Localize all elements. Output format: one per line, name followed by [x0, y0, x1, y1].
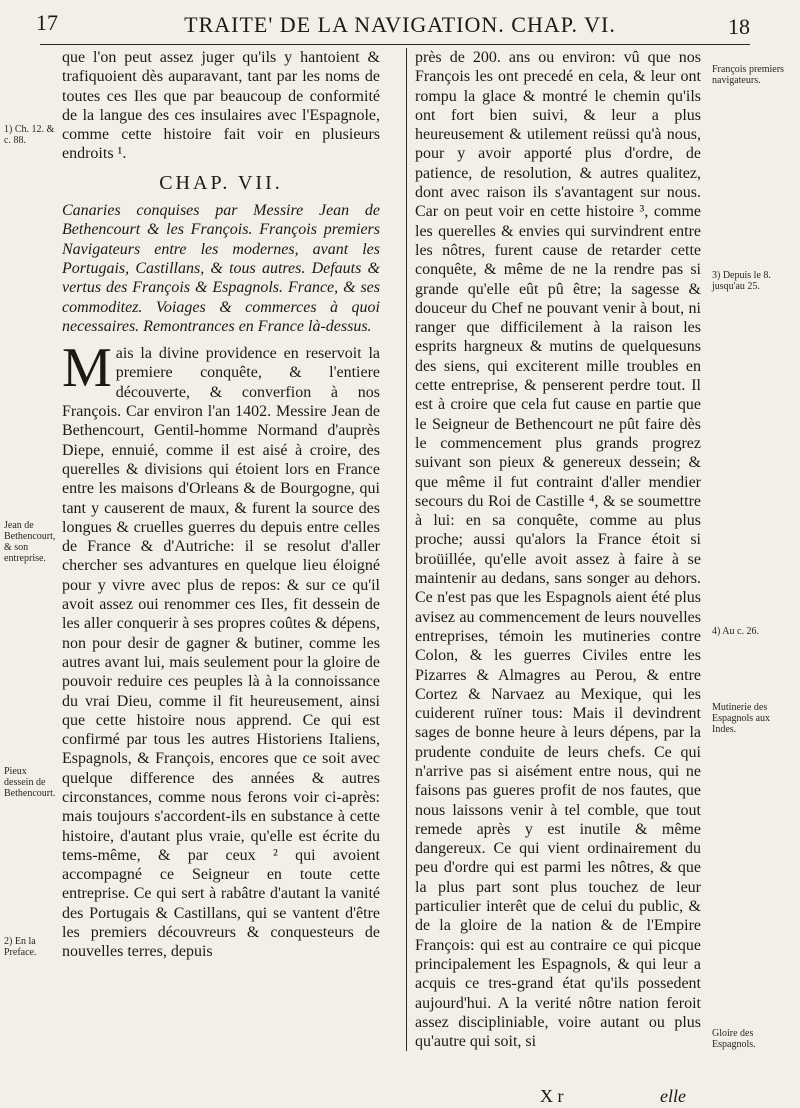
- margin-note-right-2: 3) Depuis le 8. jusqu'au 25.: [712, 270, 771, 292]
- margin-note-right-1: François premiers navigateurs.: [712, 64, 784, 86]
- running-title: TRAITE' DE LA NAVIGATION. CHAP. VI.: [184, 12, 616, 37]
- right-paragraph-1: près de 200. ans ou environ: vû que nos François les ont precedé en cela, & leur ont rompu la glace & montré le chemin qu'ils ont fort bien suivi, & leur a plus heureusement & utilement reüssi qu'à nous, pour y avoir apporté plus d'ordre, de patience, de resolution, & autres qualitez, dont avec raison ils s'avantagent sur nous. Car on peut voir en cette histoire ³, comme les querelles & envies qui survindrent entre les nôtres, furent cause de retarder cette conquête, & même de ne la rendre pas si grande qu'elle eût pû être; la sagesse & douceur du Chef ne pouvant venir à bout, ni ranger que difficilement à la raison les esprits hargneux & mutins de quelquesuns des siens, qui exciterent mille troubles en cette entreprise, & penserent perdre tout. Il est à croire que cela fut cause en partie que le Seigneur de Bethencourt ne pût faire dès le commencement plus grands progrez suivant son pieux & genereux dessein; & que même il fut contraint d'aller mendier secours du Roi de Castille ⁴, & se soumettre à lui: en sa conquête, comme au plus proche; aussi qu'alors la France étoit si broüillée, qu'elle avoit assez à faire à se maintenir au dedans, sans songer au dehors. Ce n'est pas que les Espagnols aient été plus avisez au commencement de leurs nouvelles entreprises, témoin les mutineries contre Colon, & les guerres Civiles entre les Pizarres & Almagres au Perou, & entre Cortez & Narvaez au Mexique, qui les cuiderent ruïner tous: Mais il devindrent sages de bonne heure à leurs dépens, par la prudente conduite de leurs chefs. Ce qui n'arrive pas si aisément entre nous, qui ne faisons pas gueres profit de nos fautes, que nous laissons venir à tel comble, que tout remede après y est inutile & même dangereux. Ce qui vient ordinairement du peu d'ordre qui est parmi les nôtres, & que la plus part sont plus touchez de leur particulier interêt que de celui du public, & de la gloire de la nation & de l'Empire François: qui est au contraire ce qui picque principalement les Espagnols, & qui leur a acquis ce tres-grand état qu'ils possedent aujourd'hui. A la verité nôtre nation feroit assez discipliniable, voire autant ou plus qu'autre qui soit, si: [415, 49, 701, 1051]
- signature-mark: X r: [540, 1086, 564, 1106]
- margin-note-4: 2) En la Preface.: [4, 936, 37, 958]
- catchword: elle: [660, 1086, 686, 1106]
- margin-note-right-4: Mutinerie des Espagnols aux Indes.: [712, 702, 771, 735]
- left-paragraph-2: ais la divine providence en reservoit la premiere conquête, & l'entiere découverte, & converfion à nos François. Car environ l'an 1402. Messire Jean de Bethencourt, Gentil-homme Normand d'auprès Diepe, ennuié, comme il est aisé à croire, des querelles & divisions qui étoient lors en France entre les maisons d'Orleans & de Bourgogne, qui tant y causerent de maux, & furent la source des longues & cruelles guerres du depuis entre celles de France & d'Autriche: il se resolut d'aller chercher ses advantures en quelque lieu éloigné pour y vivre avec plus de repos: & sur ce qu'il avoit assez oui renommer ces Iles, fit dessein de les aller conquerir à ses propres coûtes & dépens, non pour desir de gagner & butiner, comme les autres avant lui, mais seulement pour la gloire de pouvoir reduire ces peuples là à la connoissance du vrai Dieu, comme il fit heureusement, ainsi que cette histoire nous apprend. Ce qui est confirmé par tous les autres Historiens Italiens, Espagnols, & François, encores que ce soit avec quelque difference des années & autres circonstances, comme nous ferons voir ci-après: mais toujours s'accordent-ils en substance à cette histoire, d'autant plus vraie, qu'elle est écrite du tems-même, & par ceux ² qui avoient accompagné ce Seigneur en toute cette entreprise. Ce qui sert à rabâtre d'autant la vanité des Portugais & Castillans, qui se vantent d'être les premiers découvreurs & conquesteurs de nouvelles terres, depuis: [62, 345, 380, 961]
- margin-note-3: Pieux dessein de Bethencourt.: [4, 766, 56, 799]
- left-paragraph-1: que l'on peut assez juger qu'ils y hantoient & trafiquoient dès auparavant, tant par les noms de toutes ces Iles que par beaucoup de conformité de la langue des ces insulaires avec l'Espagnole, comme cette histoire fait voir en plusieurs endroits ¹.: [62, 49, 380, 163]
- margin-note-1: 1) Ch. 12. & c. 88.: [4, 124, 55, 146]
- margin-note-right-3: 4) Au c. 26.: [712, 626, 759, 637]
- margin-note-right-5: Gloire des Espagnols.: [712, 1028, 756, 1050]
- page-number-left: 17: [36, 10, 58, 35]
- page-number-right: 18: [728, 14, 750, 39]
- chapter-heading: CHAP. VII.: [159, 171, 283, 194]
- margin-note-2: Jean de Bethencourt, & son entreprise.: [4, 520, 56, 564]
- left-column: [62, 48, 380, 962]
- chapter-summary: Canaries conquises par Messire Jean de Bethencourt & les François. François premiers Navigateurs entre les modernes, avant les Portugais, Castillans, & tous autres. Defauts & vertus des François & Espagnols. France, & ses commoditez. Voiages & commerces à quoi necessaires. Remontrances en France là-dessus.: [62, 202, 380, 335]
- drop-cap: M: [62, 337, 112, 400]
- header-rule: [40, 44, 750, 45]
- page-header: [0, 6, 800, 46]
- right-column: [406, 48, 701, 1051]
